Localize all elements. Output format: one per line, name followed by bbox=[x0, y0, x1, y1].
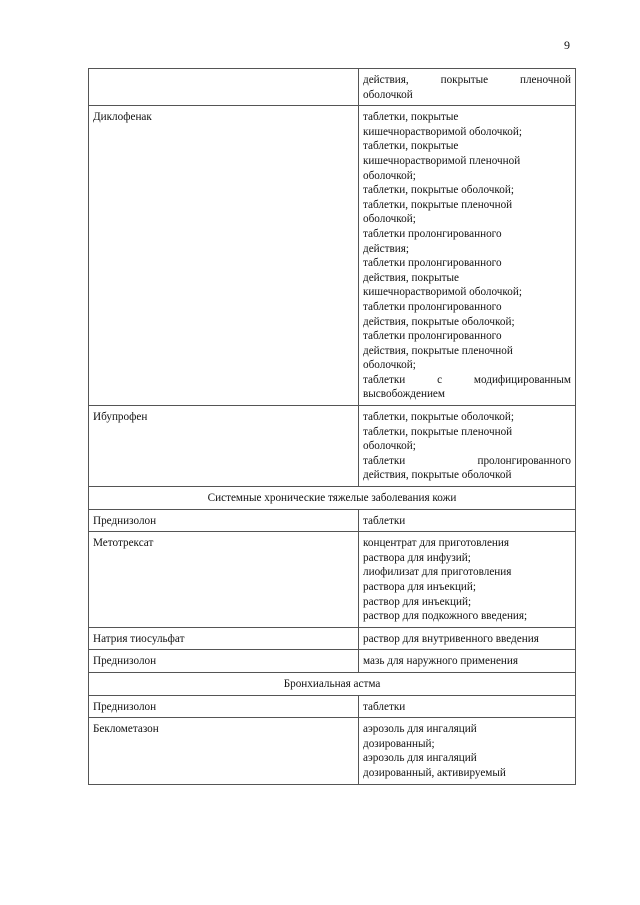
dosage-form-line: таблетки пролонгированного bbox=[363, 227, 502, 240]
dosage-form-cell bbox=[359, 69, 576, 106]
section-title: Системные хронические тяжелые заболевания кожи bbox=[89, 487, 576, 510]
section-header-row bbox=[89, 487, 576, 510]
dosage-form-line: оболочкой; bbox=[363, 213, 416, 226]
drug-row bbox=[89, 69, 576, 106]
section-header-row bbox=[89, 672, 576, 695]
dosage-form-line: лиофилизат для приготовления bbox=[363, 566, 512, 579]
drug-row bbox=[89, 650, 576, 673]
dosage-form-line: концентрат для приготовления bbox=[363, 537, 510, 550]
drug-row bbox=[89, 106, 576, 406]
dosage-form-line: раствора для инъекций; bbox=[363, 581, 477, 593]
dosage-form-line: действия; bbox=[363, 242, 410, 255]
drug-row bbox=[89, 627, 576, 650]
dosage-form-line: действия, покрытые оболочкой bbox=[363, 469, 512, 482]
dosage-form-cell bbox=[359, 718, 576, 784]
dosage-form-line: действия, покрытые bbox=[363, 271, 460, 284]
drug-row bbox=[89, 406, 576, 487]
dosage-form-line: таблетки, покрытые оболочкой; bbox=[363, 184, 514, 197]
dosage-form-cell bbox=[359, 106, 576, 406]
drug-name-cell: Преднизолон bbox=[89, 650, 359, 673]
dosage-form-line: оболочкой; bbox=[363, 359, 416, 372]
drug-name-cell: Ибупрофен bbox=[89, 406, 359, 487]
dosage-form-line: таблетки bbox=[363, 514, 406, 527]
dosage-form-line: оболочкой; bbox=[363, 169, 416, 182]
drug-name-cell: Преднизолон bbox=[89, 695, 359, 718]
dosage-form-cell bbox=[359, 650, 576, 673]
dosage-form-line: дозированный, активируемый bbox=[363, 766, 506, 779]
drug-name-cell: Метотрексат bbox=[89, 532, 359, 628]
dosage-form-line: раствора для инфузий; bbox=[363, 551, 471, 564]
drug-name-cell: Преднизолон bbox=[89, 509, 359, 532]
dosage-form-line: раствор для инъекций; bbox=[363, 595, 472, 608]
dosage-form-line: высвобождением bbox=[363, 388, 445, 401]
dosage-form-line: действия, покрытые пленочной bbox=[363, 74, 571, 86]
dosage-form-line: таблетки пролонгированного bbox=[363, 330, 502, 343]
drug-table-body bbox=[89, 69, 576, 785]
dosage-form-line: действия, покрытые оболочкой; bbox=[363, 315, 515, 328]
dosage-form-line: оболочкой; bbox=[363, 440, 416, 453]
drug-row bbox=[89, 718, 576, 784]
dosage-form-line: таблетки, покрытые bbox=[363, 111, 459, 124]
dosage-form-line: кишечнорастворимой оболочкой; bbox=[363, 125, 522, 138]
drug-name-cell: Диклофенак bbox=[89, 106, 359, 406]
dosage-form-line: таблетки, покрытые пленочной bbox=[363, 425, 513, 438]
drug-name-cell bbox=[89, 69, 359, 106]
dosage-form-cell bbox=[359, 695, 576, 718]
dosage-form-line: кишечнорастворимой пленочной bbox=[363, 154, 521, 167]
dosage-form-cell bbox=[359, 509, 576, 532]
dosage-form-cell bbox=[359, 532, 576, 628]
dosage-form-cell bbox=[359, 627, 576, 650]
drug-name-cell: Натрия тиосульфат bbox=[89, 627, 359, 650]
dosage-form-cell bbox=[359, 406, 576, 487]
dosage-form-line: таблетки bbox=[363, 700, 406, 713]
dosage-form-line: таблетки, покрытые bbox=[363, 140, 459, 153]
drug-row bbox=[89, 509, 576, 532]
drug-row bbox=[89, 695, 576, 718]
drug-row bbox=[89, 532, 576, 628]
page-number: 9 bbox=[564, 38, 570, 52]
dosage-form-line: оболочкой bbox=[363, 88, 413, 101]
drug-name-cell: Беклометазон bbox=[89, 718, 359, 784]
drug-table bbox=[88, 68, 576, 785]
dosage-form-line: таблетки с модифицированным bbox=[363, 373, 571, 386]
dosage-form-line: дозированный; bbox=[363, 737, 435, 750]
dosage-form-line: аэрозоль для ингаляций bbox=[363, 752, 477, 765]
dosage-form-line: таблетки пролонгированного bbox=[363, 454, 571, 467]
dosage-form-line: раствор для внутривенного введения bbox=[363, 632, 539, 645]
dosage-form-line: раствор для подкожного введения; bbox=[363, 610, 528, 623]
dosage-form-line: мазь для наружного применения bbox=[363, 655, 519, 668]
dosage-form-line: действия, покрытые пленочной bbox=[363, 344, 513, 357]
dosage-form-line: таблетки пролонгированного bbox=[363, 257, 502, 270]
section-title: Бронхиальная астма bbox=[89, 672, 576, 695]
dosage-form-line: аэрозоль для ингаляций bbox=[363, 723, 477, 736]
dosage-form-line: кишечнорастворимой оболочкой; bbox=[363, 286, 522, 299]
dosage-form-line: таблетки, покрытые оболочкой; bbox=[363, 411, 514, 424]
dosage-form-line: таблетки пролонгированного bbox=[363, 300, 502, 313]
dosage-form-line: таблетки, покрытые пленочной bbox=[363, 198, 513, 211]
